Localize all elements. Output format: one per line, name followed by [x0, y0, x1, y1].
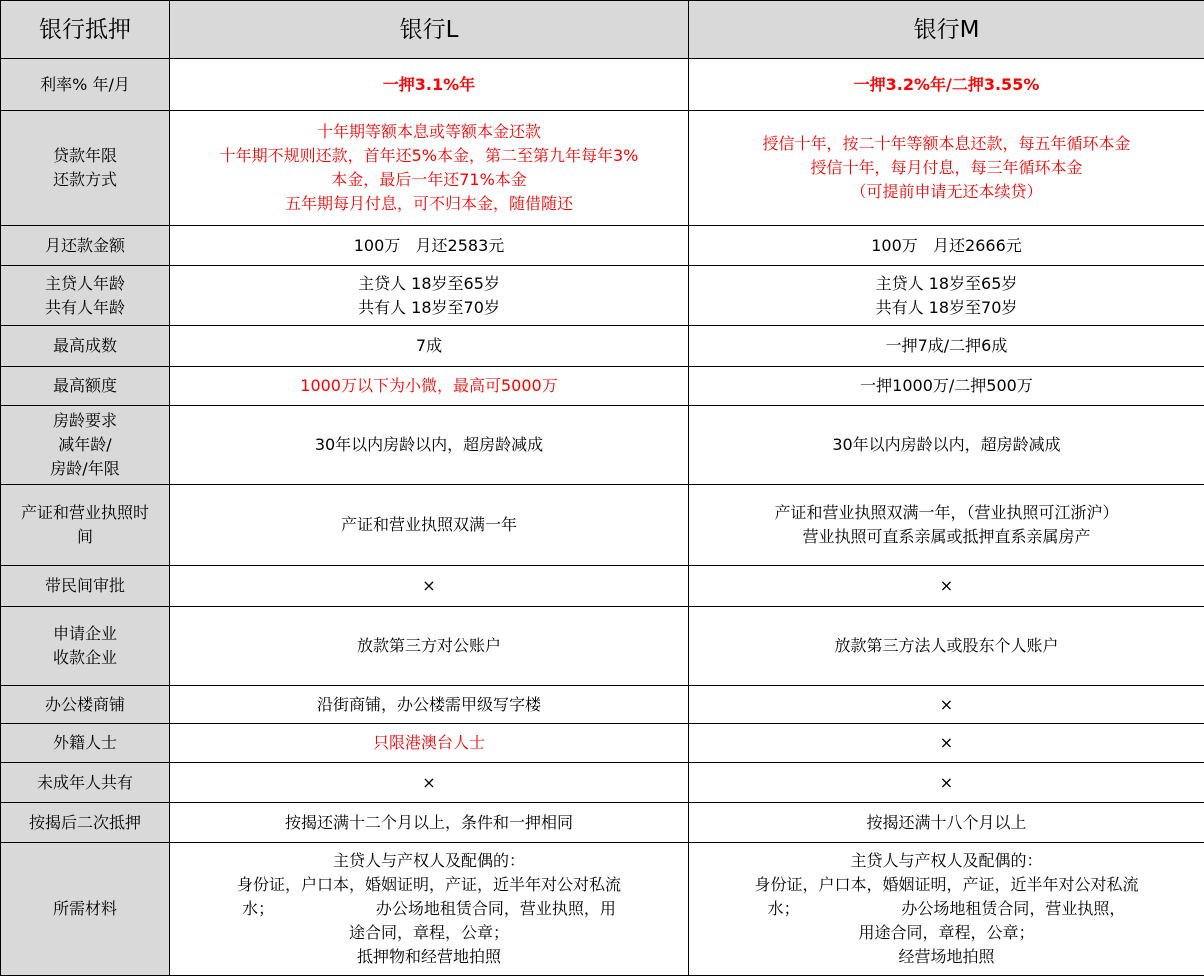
bank-m-cell [689, 607, 1204, 686]
bank-m-cell [689, 326, 1204, 367]
bank-m-cell [689, 686, 1204, 724]
table-row [1, 266, 1204, 326]
cell-text-line: 一押7成/二押6成 [691, 334, 1202, 358]
bank-m-cell [689, 485, 1204, 566]
cell-text-line: 利率% 年/月 [3, 73, 167, 97]
table-row [1, 485, 1204, 566]
row-label [1, 367, 170, 406]
cell-text-line: × [691, 693, 1202, 717]
cell-text-line: 30年以内房龄以内，超房龄减成 [691, 433, 1202, 457]
bank-l-cell [170, 485, 689, 566]
row-label [1, 266, 170, 326]
table-row [1, 226, 1204, 266]
table-row [1, 59, 1204, 111]
cell-text-line: 共有人年龄 [3, 296, 167, 320]
table-row [1, 724, 1204, 763]
cell-text-line: 最高额度 [3, 374, 167, 398]
cell-text-line: 收款企业 [3, 646, 167, 670]
bank-l-cell [170, 406, 689, 485]
bank-m-cell [689, 803, 1204, 843]
cell-text-line: 按揭还满十八个月以上 [691, 811, 1202, 835]
cell-text-line: × [172, 771, 686, 795]
bank-m-cell [689, 843, 1204, 976]
cell-text-line: 主贷人与产权人及配偶的： [172, 849, 686, 873]
cell-text-line: 本金，最后一年还71%本金 [172, 168, 686, 192]
cell-text-line: 所需材料 [3, 897, 167, 921]
table-row [1, 367, 1204, 406]
cell-text-line: 产证和营业执照时 [3, 501, 167, 525]
cell-text-line: 授信十年，按二十年等额本息还款，每五年循环本金 [691, 132, 1202, 156]
row-label [1, 607, 170, 686]
bank-l-cell [170, 266, 689, 326]
cell-text-line: 放款第三方法人或股东个人账户 [691, 634, 1202, 658]
cell-text-line: 100万 月还2666元 [691, 234, 1202, 258]
cell-text-line: × [172, 574, 686, 598]
row-label [1, 59, 170, 111]
cell-text-line: （可提前申请无还本续贷） [691, 180, 1202, 204]
cell-text-line: 途合同，章程，公章； [172, 921, 686, 945]
cell-text-line: 抵押物和经营地拍照 [172, 945, 686, 969]
row-label [1, 843, 170, 976]
bank-l-cell [170, 566, 689, 607]
table-row [1, 686, 1204, 724]
cell-text-line: 十年期等额本息或等额本金还款 [172, 120, 686, 144]
table-row [1, 111, 1204, 226]
cell-text-line: 1000万以下为小微，最高可5000万 [172, 374, 686, 398]
cell-text-line: 7成 [172, 334, 686, 358]
bank-m-cell [689, 566, 1204, 607]
cell-text-line: 产证和营业执照双满一年 [172, 513, 686, 537]
cell-text-line: 30年以内房龄以内，超房龄减成 [172, 433, 686, 457]
bank-l-header: 银行L [170, 1, 689, 59]
cell-text-line: 五年期每月付息，可不归本金，随借随还 [172, 192, 686, 216]
cell-text-line: 减年龄/ [3, 433, 167, 457]
table-row [1, 843, 1204, 976]
row-label [1, 485, 170, 566]
row-label [1, 226, 170, 266]
cell-text-line: 十年期不规则还款，首年还5%本金，第二至第九年每年3% [172, 144, 686, 168]
table-body [1, 59, 1204, 976]
cell-text-line: 还款方式 [3, 168, 167, 192]
cell-text-line: 主贷人 18岁至65岁 [172, 272, 686, 296]
table-row [1, 406, 1204, 485]
cell-text-line: × [691, 574, 1202, 598]
row-label [1, 111, 170, 226]
cell-text-line: 水； 办公场地租赁合同，营业执照， [691, 897, 1202, 921]
row-label [1, 724, 170, 763]
cell-text-line: 身份证，户口本，婚姻证明，产证，近半年对公对私流 [691, 873, 1202, 897]
cell-text-line: 按揭还满十二个月以上，条件和一押相同 [172, 811, 686, 835]
cell-text-line: 只限港澳台人士 [172, 731, 686, 755]
cell-text-line: 办公楼商铺 [3, 693, 167, 717]
bank-l-cell [170, 803, 689, 843]
cell-text-line: 一押3.1%年 [172, 73, 686, 97]
row-label [1, 803, 170, 843]
row-label [1, 686, 170, 724]
cell-text-line: 一押1000万/二押500万 [691, 374, 1202, 398]
bank-l-cell [170, 763, 689, 803]
cell-text-line: 共有人 18岁至70岁 [691, 296, 1202, 320]
bank-l-cell [170, 59, 689, 111]
bank-l-cell [170, 326, 689, 367]
bank-m-cell [689, 406, 1204, 485]
row-label [1, 566, 170, 607]
bank-l-cell [170, 843, 689, 976]
cell-text-line: 100万 月还2583元 [172, 234, 686, 258]
bank-m-cell [689, 724, 1204, 763]
cell-text-line: 沿街商铺，办公楼需甲级写字楼 [172, 693, 686, 717]
cell-text-line: 房龄要求 [3, 409, 167, 433]
cell-text-line: 主贷人年龄 [3, 272, 167, 296]
bank-l-cell [170, 686, 689, 724]
cell-text-line: 最高成数 [3, 334, 167, 358]
bank-m-cell [689, 367, 1204, 406]
bank-m-cell [689, 59, 1204, 111]
bank-m-cell [689, 763, 1204, 803]
corner-header: 银行抵押 [1, 1, 170, 59]
bank-l-cell [170, 226, 689, 266]
cell-text-line: × [691, 731, 1202, 755]
bank-l-cell [170, 607, 689, 686]
cell-text-line: 授信十年，每月付息，每三年循环本金 [691, 156, 1202, 180]
header-row [1, 1, 1204, 59]
bank-m-cell [689, 226, 1204, 266]
row-label [1, 406, 170, 485]
cell-text-line: 共有人 18岁至70岁 [172, 296, 686, 320]
table-row [1, 566, 1204, 607]
cell-text-line: 一押3.2%年/二押3.55% [691, 73, 1202, 97]
cell-text-line: 月还款金额 [3, 234, 167, 258]
cell-text-line: × [691, 771, 1202, 795]
cell-text-line: 房龄/年限 [3, 457, 167, 481]
cell-text-line: 主贷人 18岁至65岁 [691, 272, 1202, 296]
cell-text-line: 贷款年限 [3, 144, 167, 168]
cell-text-line: 用途合同，章程，公章； [691, 921, 1202, 945]
cell-text-line: 按揭后二次抵押 [3, 811, 167, 835]
table-row [1, 803, 1204, 843]
cell-text-line: 外籍人士 [3, 731, 167, 755]
table-row [1, 607, 1204, 686]
cell-text-line: 放款第三方对公账户 [172, 634, 686, 658]
table-row [1, 326, 1204, 367]
table-row [1, 763, 1204, 803]
cell-text-line: 带民间审批 [3, 574, 167, 598]
cell-text-line: 间 [3, 525, 167, 549]
row-label [1, 763, 170, 803]
bank-l-cell [170, 367, 689, 406]
cell-text-line: 经营场地拍照 [691, 945, 1202, 969]
cell-text-line: 水； 办公场地租赁合同，营业执照，用 [172, 897, 686, 921]
bank-l-cell [170, 111, 689, 226]
bank-l-cell [170, 724, 689, 763]
row-label [1, 326, 170, 367]
bank-m-cell [689, 111, 1204, 226]
bank-m-cell [689, 266, 1204, 326]
cell-text-line: 身份证，户口本，婚姻证明，产证，近半年对公对私流 [172, 873, 686, 897]
cell-text-line: 主贷人与产权人及配偶的： [691, 849, 1202, 873]
cell-text-line: 营业执照可直系亲属或抵押直系亲属房产 [691, 525, 1202, 549]
cell-text-line: 申请企业 [3, 622, 167, 646]
bank-m-header: 银行M [689, 1, 1204, 59]
cell-text-line: 未成年人共有 [3, 771, 167, 795]
cell-text-line: 产证和营业执照双满一年，（营业执照可江浙沪） [691, 501, 1202, 525]
